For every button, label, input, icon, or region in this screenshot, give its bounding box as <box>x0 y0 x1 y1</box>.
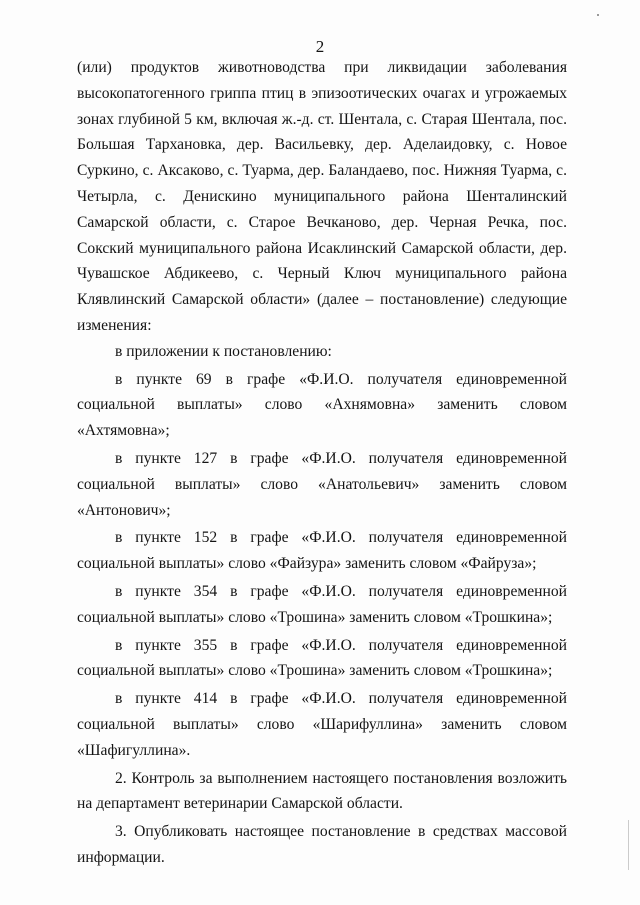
paragraph-item-355: в пункте 355 в графе «Ф.И.О. получателя единовременной социальной выплаты» слово «Трошина» заменить словом «Трошкина»; <box>77 636 567 680</box>
paragraph-amendment-intro: (или) продуктов животноводства при ликвидации заболевания высокопатогенного гриппа птиц в эпизоотических очагах и угрожаемых зонах глубиной 5 км, включая ж.-д. ст. Шентала, с. Старая Шентала, пос. Большая Тархановка, дер. Васильевку, дер. Аделаидовку, с. Новое Суркино, с. Аксаково, с. Туарма, дер. Баландаево, пос. Нижняя Туарма, с. Четырла, с. Денискино муниципального района Шенталинский Самарской области, с. Старое Вечканово, дер. Черная Речка, пос. Сокский муниципального района Исаклинский Самарской области, дер. Чувашское Абдикеево, с. Черный Ключ муниципального района Клявлинский Самарской области» (далее – постановление) следующие изменения: <box>77 59 567 334</box>
paragraph-item-354: в пункте 354 в графе «Ф.И.О. получателя единовременной социальной выплаты» слово «Трошина» заменить словом «Трошкина»; <box>77 582 567 626</box>
paragraph-item-127: в пункте 127 в графе «Ф.И.О. получателя единовременной социальной выплаты» слово «Анатольевич» заменить словом «Антонович»; <box>77 449 567 519</box>
paragraph-point-2: 2. Контроль за выполнением настоящего постановления возложить на департамент ветеринарии Самарской области. <box>77 769 567 813</box>
scan-speck <box>597 14 599 16</box>
paragraph-item-152: в пункте 152 в графе «Ф.И.О. получателя единовременной социальной выплаты» слово «Файзура» заменить словом «Файруза»; <box>77 529 567 573</box>
paragraph-item-69: в пункте 69 в графе «Ф.И.О. получателя единовременной социальной выплаты» слово «Ахнямовна» заменить словом «Ахтямовна»; <box>77 370 567 440</box>
paragraph-item-414: в пункте 414 в графе «Ф.И.О. получателя единовременной социальной выплаты» слово «Шарифуллина» заменить словом «Шафигуллина». <box>77 690 567 759</box>
scan-edge-mark <box>628 820 629 870</box>
page-number: 2 <box>315 37 325 56</box>
paragraph-point-3: 3. Опубликовать настоящее постановление в средствах массовой информации. <box>77 823 567 866</box>
document-body <box>77 55 567 871</box>
paragraph-appendix-lead: в приложении к постановлению: <box>115 342 332 360</box>
